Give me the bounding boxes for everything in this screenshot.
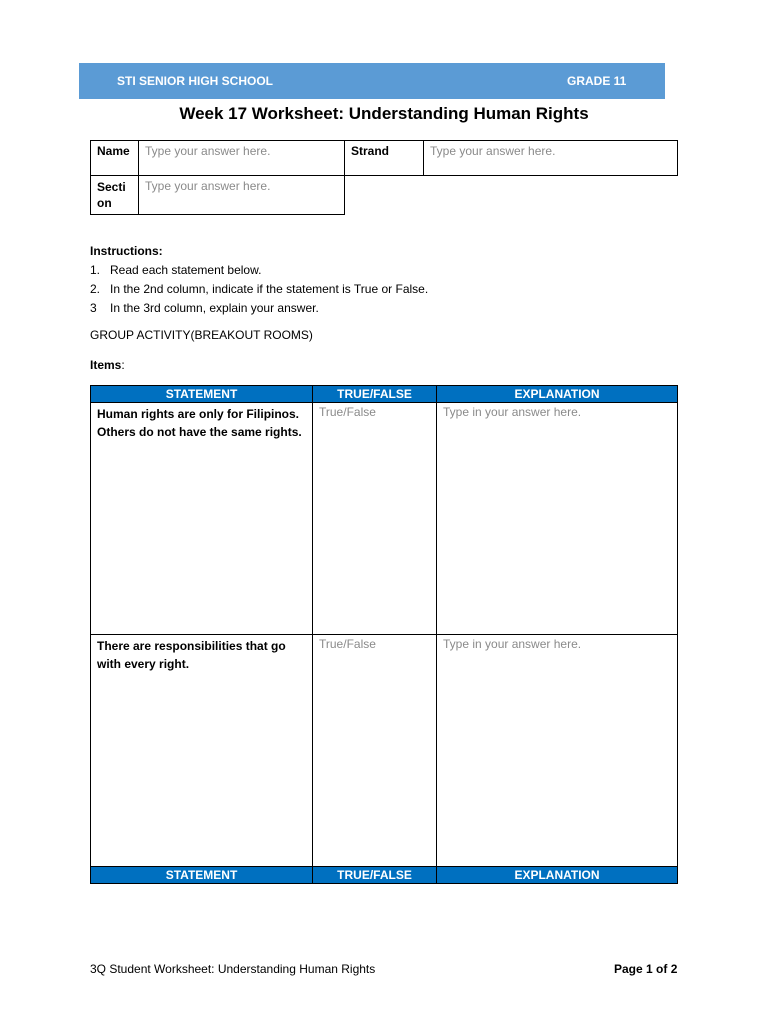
step-text: In the 2nd column, indicate if the statement is True or False. — [110, 282, 429, 296]
school-name: STI SENIOR HIGH SCHOOL — [117, 74, 274, 88]
table-footer-row — [91, 867, 678, 884]
true-false-field[interactable]: True/False — [313, 635, 437, 867]
col-footer-true-false: TRUE/FALSE — [313, 867, 437, 884]
step-text: Read each statement below. — [110, 263, 262, 277]
footer-title: 3Q Student Worksheet: Understanding Human Rights — [90, 962, 376, 976]
section-label — [91, 176, 139, 215]
instructions-title: Instructions: — [90, 244, 163, 258]
instruction-step — [90, 261, 428, 280]
table-row — [91, 403, 678, 635]
table-row — [91, 635, 678, 867]
strand-label: Strand — [345, 141, 424, 176]
name-label: Name — [91, 141, 139, 176]
col-footer-explanation: EXPLANATION — [437, 867, 678, 884]
step-number: 2. — [90, 282, 101, 296]
statement-line: Others do not have the same rights. — [97, 425, 302, 439]
statement-line: with every right. — [97, 657, 190, 671]
empty-cell — [345, 176, 678, 215]
instructions — [90, 242, 428, 318]
strand-field[interactable]: Type your answer here. — [424, 141, 678, 176]
page-number — [614, 962, 677, 976]
instruction-step — [90, 299, 428, 318]
statements-table — [90, 385, 678, 884]
page-of: of — [652, 962, 671, 976]
page-current: 1 — [646, 962, 653, 976]
instruction-step — [90, 280, 428, 299]
page-total: 2 — [670, 962, 678, 976]
section-label-part1: Secti — [97, 180, 126, 194]
step-text: In the 3rd column, explain your answer. — [110, 301, 319, 315]
items-colon: : — [121, 358, 125, 372]
col-header-explanation: EXPLANATION — [437, 386, 678, 403]
name-field[interactable]: Type your answer here. — [139, 141, 345, 176]
items-label-text: Items — [90, 358, 122, 372]
grade-label: GRADE 11 — [567, 74, 627, 88]
explanation-field[interactable]: Type in your answer here. — [437, 403, 678, 635]
page-prefix: Page — [614, 962, 647, 976]
statement-cell — [91, 635, 313, 867]
page-title: Week 17 Worksheet: Understanding Human Rights — [179, 104, 589, 123]
true-false-field[interactable]: True/False — [313, 403, 437, 635]
items-label — [90, 358, 125, 372]
col-footer-statement: STATEMENT — [91, 867, 313, 884]
group-activity-label: GROUP ACTIVITY(BREAKOUT ROOMS) — [90, 328, 313, 342]
statement-line: There are responsibilities that go — [97, 639, 286, 653]
header-band — [79, 63, 665, 99]
table-header-row — [91, 386, 678, 403]
step-number: 3 — [90, 301, 97, 315]
section-field[interactable]: Type your answer here. — [139, 176, 345, 215]
explanation-field[interactable]: Type in your answer here. — [437, 635, 678, 867]
col-header-statement: STATEMENT — [91, 386, 313, 403]
step-number: 1. — [90, 263, 101, 277]
statement-cell — [91, 403, 313, 635]
statement-line: Human rights are only for Filipinos. — [97, 407, 300, 421]
col-header-true-false: TRUE/FALSE — [313, 386, 437, 403]
student-info-table — [90, 140, 678, 215]
section-label-part2: on — [97, 196, 112, 210]
